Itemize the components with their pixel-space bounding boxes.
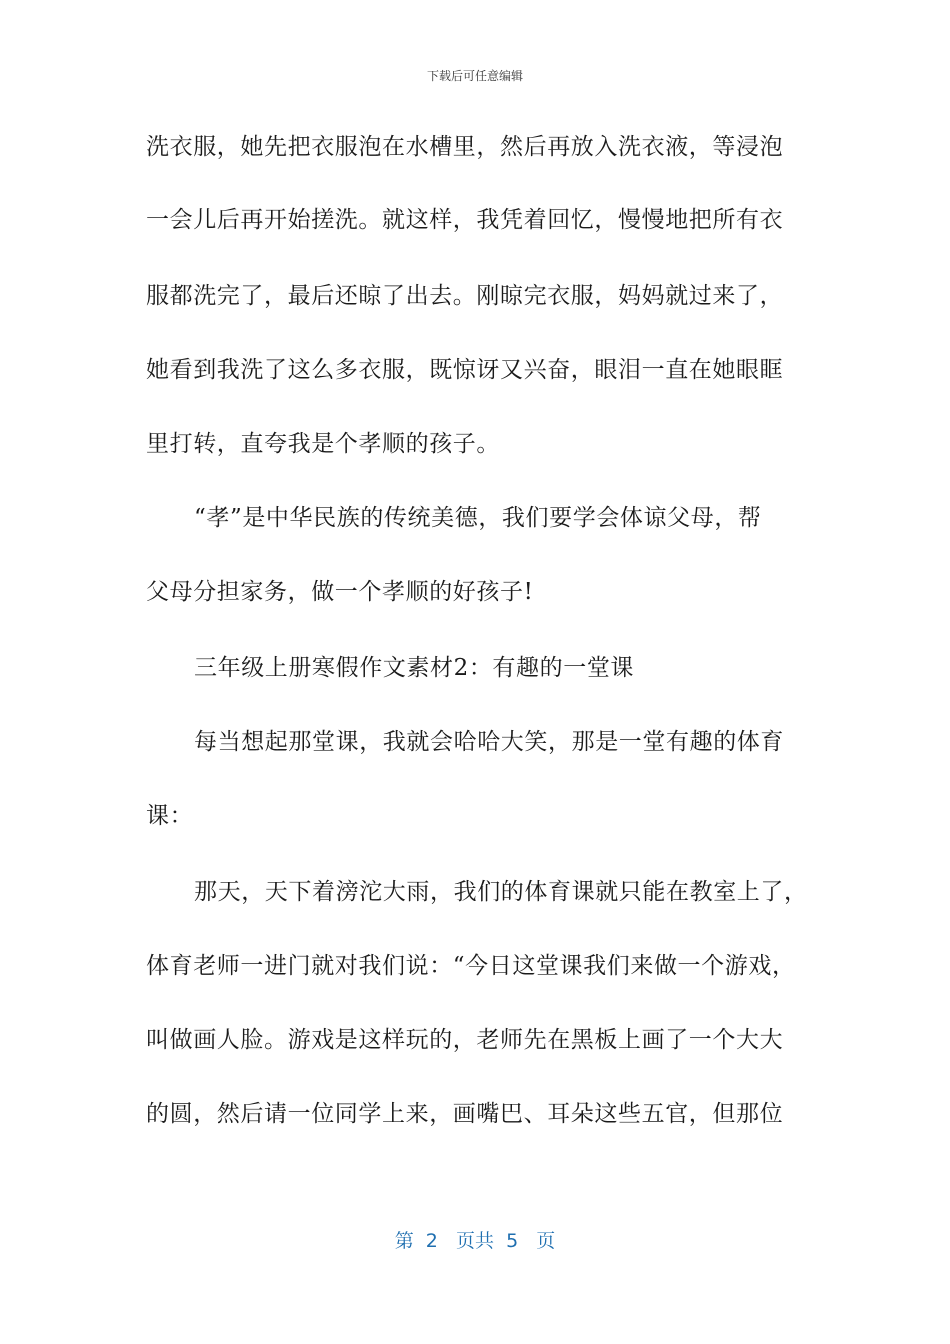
text-line-4: 她看到我洗了这么多衣服，既惊讶又兴奋，眼泪一直在她眼眶 <box>146 357 784 383</box>
page-header-note: 下载后可任意编辑 <box>426 69 523 83</box>
text-line-10: 课： <box>146 803 194 829</box>
text-line-9: 每当想起那堂课，我就会哈哈大笑，那是一堂有趣的体育 <box>194 729 784 755</box>
text-line-7: 父母分担家务，做一个孝顺的好孩子! <box>146 579 534 605</box>
text-line-3: 服都洗完了，最后还晾了出去。刚晾完衣服，妈妈就过来了， <box>146 283 784 309</box>
text-line-2: 一会儿后再开始搓洗。就这样，我凭着回忆，慢慢地把所有衣 <box>146 207 784 233</box>
page-number-footer: 第 2 页共 5 页 <box>394 1230 556 1252</box>
text-line-1: 洗衣服，她先把衣服泡在水槽里，然后再放入洗衣液，等浸泡 <box>146 134 784 160</box>
text-line-12: 体育老师一进门就对我们说：“今日这堂课我们来做一个游戏， <box>146 953 796 979</box>
text-line-6: “孝”是中华民族的传统美德，我们要学会体谅父母，帮 <box>194 505 762 531</box>
text-line-14: 的圆，然后请一位同学上来，画嘴巴、耳朵这些五官，但那位 <box>146 1101 784 1127</box>
text-line-5: 里打转，直夸我是个孝顺的孩子。 <box>146 431 500 457</box>
section-heading: 三年级上册寒假作文素材2：有趣的一堂课 <box>194 655 635 681</box>
text-line-13: 叫做画人脸。游戏是这样玩的，老师先在黑板上画了一个大大 <box>146 1027 784 1053</box>
text-line-11: 那天，天下着滂沱大雨，我们的体育课就只能在教室上了， <box>194 879 808 905</box>
